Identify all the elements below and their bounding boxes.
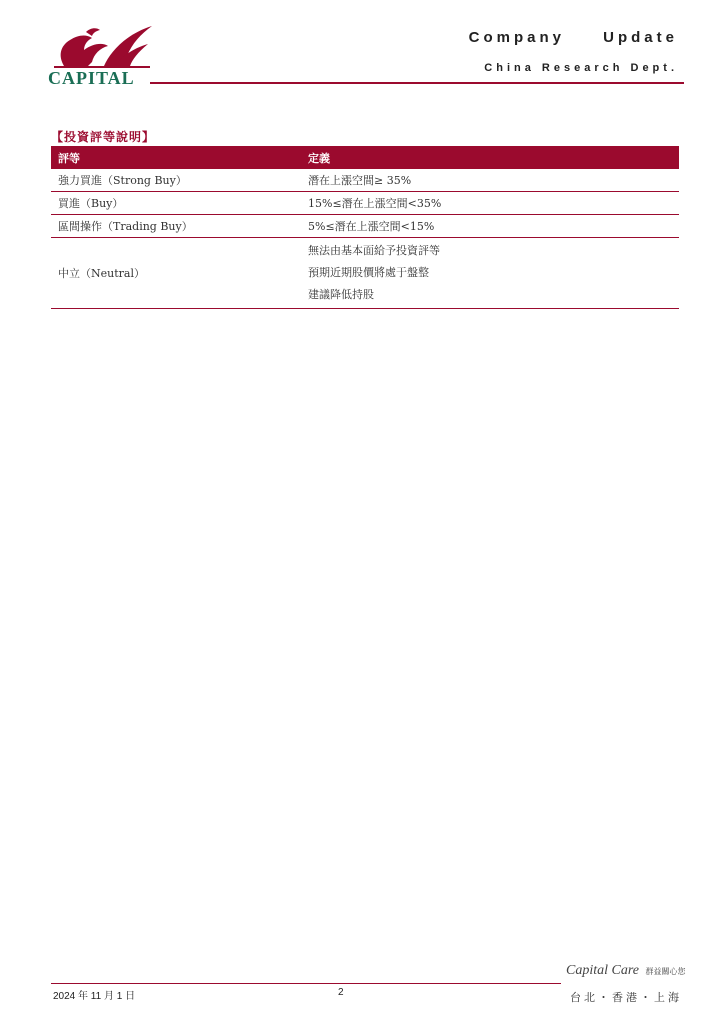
table-row [51,192,679,215]
page-number: 2 [338,987,344,998]
column-header-definition: 定義 [301,146,679,169]
definition-cell: 潛在上漲空間≥ 35% [301,169,679,192]
table-header-row [51,146,679,169]
footer-cities: 台北・香港・上海 [570,991,682,1004]
header-divider [150,82,684,84]
definition-cell: 5%≤潛在上漲空間<15% [301,215,679,238]
rating-cell: 買進（Buy） [51,192,301,215]
definition-line: 預期近期股價將處于盤整 [308,266,429,279]
brand-name: Capital Care [566,963,639,978]
definition-line: 建議降低持股 [308,288,374,301]
column-header-rating: 評等 [51,146,301,169]
footer-date: 2024 年 11 月 1 日 [53,991,136,1002]
header-subtitle: China Research Dept. [484,62,678,74]
table-row [51,169,679,192]
definition-line: 無法由基本面給予投資評等 [308,244,440,257]
capital-care-brand [566,963,686,979]
brand-chinese: 群益關心您 [645,967,686,976]
eagle-logo-icon [48,22,156,72]
rating-cell: 中立（Neutral） [51,238,301,309]
footer-divider [51,983,561,984]
section-title: 【投資評等說明】 [51,130,156,144]
company-logo [48,22,156,88]
table-row [51,238,679,309]
header-title: Company Update [468,29,678,46]
logo-text: CAPITAL [48,68,135,88]
definition-cell: 15%≤潛在上漲空間<35% [301,192,679,215]
definition-cell [301,238,679,309]
rating-cell: 強力買進（Strong Buy） [51,169,301,192]
rating-definition-table [51,146,679,309]
rating-cell: 區間操作（Trading Buy） [51,215,301,238]
table-row [51,215,679,238]
